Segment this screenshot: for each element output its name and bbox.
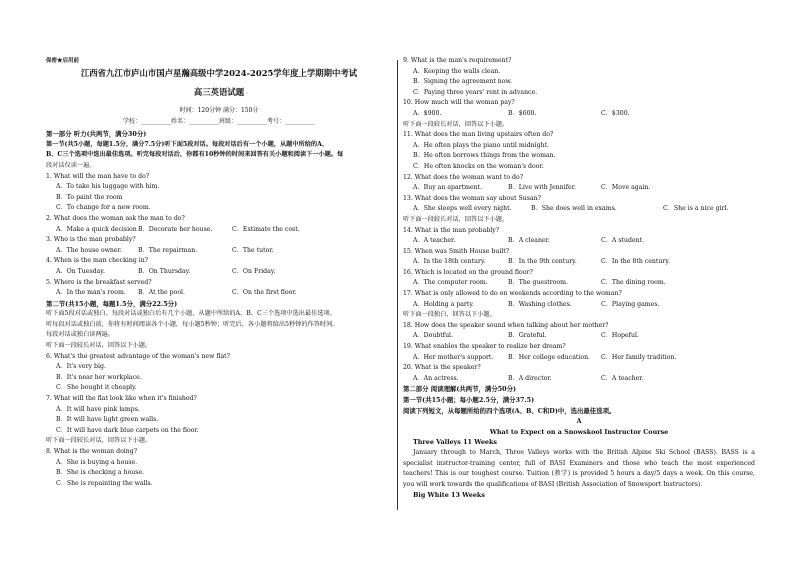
passage-subheading: Three Valleys 11 Weeks: [413, 438, 498, 447]
option: B．The repairman.: [138, 246, 198, 254]
question-4: 4. When is the man checking in?: [46, 257, 149, 265]
option: C．It will have dark blue carpets on the floor.: [56, 426, 199, 434]
option: B．Grateful.: [508, 332, 547, 340]
option: C．Paying three years' rent in advance.: [413, 88, 538, 96]
question-9: 9. What is the man's requirement?: [403, 57, 512, 64]
listening-prompt: 听下面一段较长对话，回答以下小题。: [46, 342, 152, 350]
options-row: [403, 353, 755, 364]
options-row: [403, 257, 755, 268]
option: B．He often borrows things from the woman.: [413, 152, 556, 160]
passage-letter: A: [576, 417, 582, 426]
options-row: [46, 288, 392, 299]
option: C．Estimate the cost.: [232, 225, 300, 233]
option: B．She is checking a house.: [56, 469, 145, 477]
option: B．$600.: [508, 109, 537, 117]
section1-instructions-cont: B、C三个选项中选出最佳选项。听完每段对话后，你都有10秒钟的时间来回答有关小题和阅读下一小题。每: [46, 151, 344, 159]
part2-section1-heading: 第一节(共15小题；每小题2.5分，满分37.5): [403, 396, 535, 404]
option: A．It will have pink lamps.: [56, 405, 140, 413]
option: C．Playing games.: [601, 300, 660, 308]
option: C．A student.: [601, 237, 645, 245]
option: A．In the 18th century.: [413, 258, 486, 266]
question-20: 20. What is the speaker?: [403, 364, 481, 372]
option: C．In the 8th century.: [601, 258, 670, 266]
listening-prompt: 听下面一段较长对话，回答以下小题。: [46, 437, 152, 445]
option: C．A teacher.: [601, 374, 644, 382]
options-row: [403, 331, 755, 342]
option: A．She is buying a house.: [56, 458, 138, 466]
student-info-line: 学校：__________姓名：__________班级：__________考号：__________: [122, 117, 315, 125]
options-row: [403, 204, 755, 215]
secret-label: 保密★启用前: [46, 58, 80, 64]
question-8: 8. What is the woman doing?: [46, 448, 138, 455]
option: C．She is repainting the walls.: [56, 479, 153, 487]
option: A．The computer room.: [413, 279, 488, 287]
question-15: 15. When was Smith House built?: [403, 247, 510, 255]
options-row: [403, 109, 755, 120]
section1-instructions: 第一节(共5小题，每题1.5分，满分7.5分)听下面5段对话。每段对话后有一个小题，从题中所给的A、: [46, 140, 329, 148]
option: A．In the man's room.: [56, 289, 126, 297]
option: B．It will have light green walls.: [56, 416, 159, 424]
option: B．Washing clothes.: [508, 300, 572, 308]
options-row: [403, 236, 755, 247]
option: A．To take his luggage with him.: [56, 183, 160, 191]
part2-heading: 第二部分 阅读理解(共两节，满分50分): [403, 385, 517, 394]
question-6: 6. What's the greatest advantage of the woman's new flat?: [46, 352, 230, 360]
option: C．Move again.: [601, 184, 651, 192]
option: B．Live with Jennifer.: [508, 184, 576, 192]
options-row: [403, 300, 755, 311]
question-12: 12. What does the woman want to do?: [403, 173, 524, 181]
question-2: 2. What does the woman ask the man to do?: [46, 214, 185, 222]
exam-time-score: 时间：120分钟 满分：150分: [179, 107, 259, 114]
part1-heading: 第一部分 听力(共两节，满分30分): [46, 130, 147, 139]
option: C．On Friday.: [232, 267, 276, 275]
section2-instructions: 听下面5段对话或独白。每段对话或独白后有几个小题，从题中所给的A、B、C三个选项中选出最佳选项。: [46, 310, 336, 318]
option: A．Keeping the walls clean.: [413, 67, 501, 75]
option: B．The guestroom.: [508, 279, 568, 287]
section2-heading: 第二节(共15小题，每题1.5分，满分22.5分): [46, 299, 178, 308]
question-13: 13. What does the woman say about Susan?: [403, 194, 541, 202]
option: A．On Tuesday.: [56, 267, 105, 275]
option: A．Her mother's support.: [413, 353, 494, 361]
question-19: 19. What enables the speaker to realize her dream?: [403, 343, 566, 351]
option: B．It's near her workplace.: [56, 373, 142, 381]
option: A．It's very big.: [56, 363, 106, 371]
options-row: [403, 183, 755, 194]
option: A．Make a quick decision: [56, 225, 137, 233]
option: A．The house owner.: [56, 246, 122, 254]
options-row: [403, 374, 755, 385]
option: A．A teacher.: [413, 237, 456, 245]
exam-title: 江西省九江市庐山市国卢星瀚高级中学2024-2025学年度上学期期中考试: [80, 68, 358, 78]
listening-prompt: 听下面一段较长对话，回答以下小题。: [403, 120, 509, 128]
question-16: 16. Which is located on the ground floor?: [403, 268, 533, 276]
question-5: 5. Where is the breakfast served?: [46, 278, 152, 286]
options-row: [46, 246, 392, 257]
column-divider: [397, 60, 398, 510]
question-3: 3. Who is the man probably?: [46, 236, 136, 244]
option: C．The tutor.: [232, 246, 274, 254]
question-17: 17. What is only allowed to do on weekends according to the woman?: [403, 290, 622, 298]
question-1: 1. What will the man have to do?: [46, 172, 150, 180]
options-row: [46, 267, 392, 278]
option: C．She is a nice girl.: [663, 205, 729, 213]
reading-instructions: 阅读下列短文，从每题所给的四个选项(A、B、C和D)中，选出最佳选项。: [403, 406, 616, 415]
option: A．$900.: [413, 109, 442, 117]
option: A．He often plays the piano until midnight.: [413, 141, 550, 149]
option: C．$300.: [601, 109, 630, 117]
option: A．Holding a party.: [413, 300, 474, 308]
option: C．He often knocks on the woman's door.: [413, 162, 544, 170]
options-row: [403, 278, 755, 289]
option: B．On Thursday.: [138, 267, 191, 275]
question-18: 18. How does the speaker sound when talking about her mother?: [403, 321, 609, 329]
listening-prompt: 听下面一段独白，回答以下小题。: [403, 311, 496, 319]
section2-instructions-cont: 听每段对话或独白前，你将有时间阅读各个小题，每小题5秒钟；听完后，各小题将给出5秒钟的作答时间。: [46, 320, 339, 328]
listening-prompt: 听下面一段较长对话，回答以下小题。: [403, 215, 509, 223]
section1-instructions-end: 段对话仅读一遍。: [46, 161, 96, 169]
option: B．A director.: [508, 374, 552, 382]
question-7: 7. What will the flat look like when it's finished?: [46, 395, 197, 403]
option: B．She does well in exams.: [531, 205, 617, 213]
passage-subheading: Big White 13 Weeks: [413, 491, 485, 500]
option: A．An actress.: [413, 374, 459, 382]
option: A．Buy an apartment.: [413, 184, 483, 192]
option: C．To change for a new room.: [56, 204, 151, 212]
option: A．Doubtful.: [413, 332, 453, 340]
option: B．Signing the agreement now.: [413, 78, 513, 86]
option: B．A cleaner.: [508, 237, 550, 245]
option: B．At the pool.: [138, 289, 186, 297]
option: B．To paint the room: [56, 193, 123, 201]
option: B．Decorate her house.: [138, 225, 213, 233]
option: C．Hopeful.: [601, 332, 639, 340]
right-column: [403, 56, 755, 501]
option: C．She bought it cheaply.: [56, 384, 137, 392]
options-row: [46, 225, 392, 236]
option: C．The dining room.: [601, 279, 666, 287]
option: C．Her family tradition.: [601, 353, 677, 361]
passage-title: What to Expect on a Snowskool Instructor Course: [489, 427, 669, 436]
question-10: 10. How much will the woman pay?: [403, 99, 515, 107]
option: B．Her college education.: [508, 353, 591, 361]
exam-subtitle: 高三英语试题: [193, 87, 245, 97]
option: C．On the first floor.: [232, 289, 297, 297]
section2-instructions-end: 每段对话或独白读两遍。: [46, 331, 115, 339]
question-11: 11. What does the man living upstairs often do?: [403, 131, 554, 139]
option: B．In the 9th century.: [508, 258, 577, 266]
left-column: [46, 56, 392, 489]
passage-paragraph: January through to March, Three Valleys works with the British Alpine Ski School (BASS). BASS is a specialist instructor-training center, full of BASI Examiners and those who teach the most experienced teachers! This is our toughest course. Tuition (教学) is provided 5 hours a day/5 days a week. On this course, you will work towards the qualifications of BASI (British Association of Snowsport Instructors).: [403, 448, 755, 488]
question-14: 14. What is the man probably?: [403, 226, 500, 234]
option: A．She sleeps well every night.: [413, 205, 512, 213]
